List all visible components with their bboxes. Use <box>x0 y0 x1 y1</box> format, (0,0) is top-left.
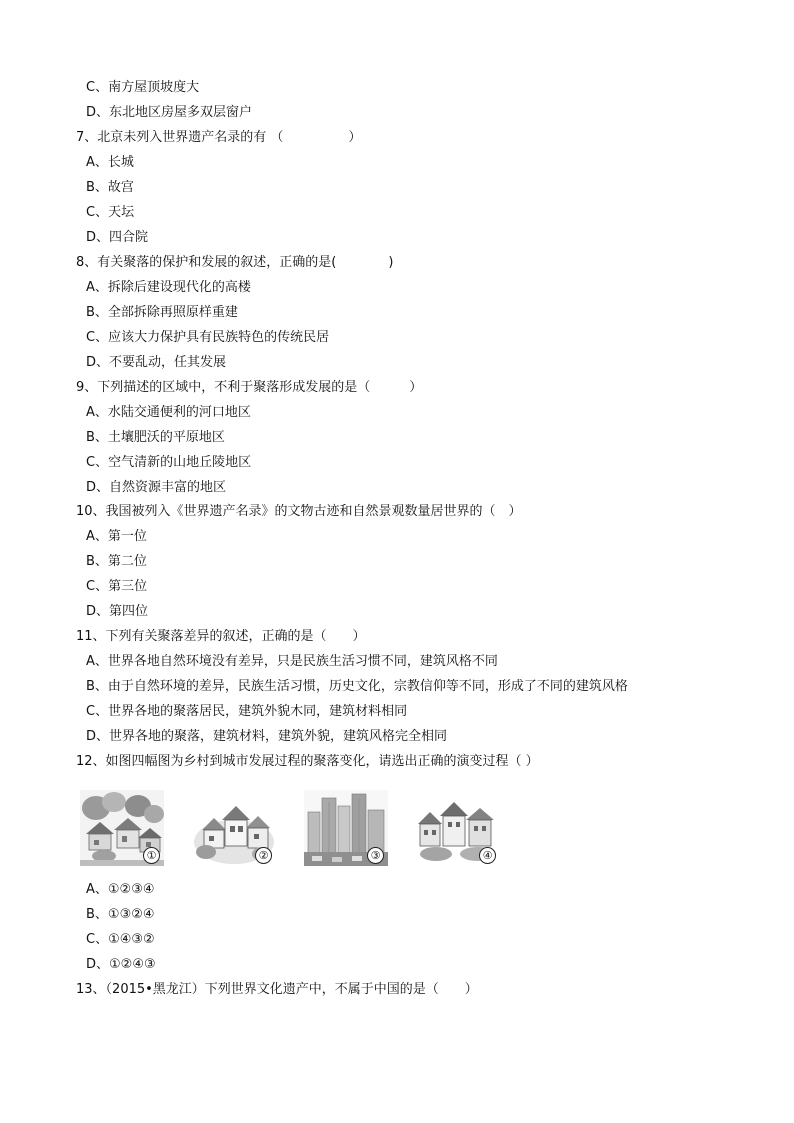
mixed-town-image <box>416 790 500 866</box>
q10-option-d: D、第四位 <box>86 604 149 619</box>
q10-option-a: A、第一位 <box>86 529 147 544</box>
q11-option-c: C、世界各地的聚落居民，建筑外貌木同，建筑材料相同 <box>86 704 408 719</box>
settlement-figure <box>80 790 520 870</box>
q12-option-c: C、①④③② <box>86 932 155 947</box>
q12-option-b: B、①③②④ <box>86 907 155 922</box>
question-9: 9、下列描述的区域中，不利于聚落形成发展的是（ ） <box>76 380 423 395</box>
q7-option-d: D、四合院 <box>86 230 149 245</box>
question-10: 10、我国被列入《世界遗产名录》的文物古迹和自然景观数量居世界的（ ） <box>76 504 522 519</box>
q7-option-c: C、天坛 <box>86 205 135 220</box>
question-13: 13、（2015•黑龙江）下列世界文化遗产中，不属于中国的是（ ） <box>76 982 478 997</box>
figure-label-1: ① <box>143 847 160 864</box>
q8-option-b: B、全部拆除再照原样重建 <box>86 305 238 320</box>
town-image <box>192 790 276 866</box>
q7-option-a: A、长城 <box>86 155 134 170</box>
q7-option-b: B、故宫 <box>86 180 134 195</box>
q12-option-d: D、①②④③ <box>86 957 156 972</box>
q9-option-c: C、空气清新的山地丘陵地区 <box>86 455 252 470</box>
q12-option-a: A、①②③④ <box>86 882 155 897</box>
city-image <box>304 790 388 866</box>
q9-option-b: B、土壤肥沃的平原地区 <box>86 430 225 445</box>
q6-option-d: D、东北地区房屋多双层窗户 <box>86 105 253 120</box>
q11-option-a: A、世界各地自然环境没有差异，只是民族生活习惯不同，建筑风格不同 <box>86 654 498 669</box>
q6-option-c: C、南方屋顶坡度大 <box>86 80 200 95</box>
q10-option-b: B、第二位 <box>86 554 147 569</box>
figure-label-3: ③ <box>367 847 384 864</box>
q10-option-c: C、第三位 <box>86 579 148 594</box>
q11-option-d: D、世界各地的聚落，建筑材料，建筑外貌，建筑风格完全相同 <box>86 729 448 744</box>
question-11: 11、下列有关聚落差异的叙述，正确的是（ ） <box>76 629 366 644</box>
question-8: 8、有关聚落的保护和发展的叙述，正确的是( ) <box>76 255 394 270</box>
q8-option-a: A、拆除后建设现代化的高楼 <box>86 280 251 295</box>
question-12: 12、如图四幅图为乡村到城市发展过程的聚落变化，请选出正确的演变过程（ ） <box>76 754 539 769</box>
q8-option-c: C、应该大力保护具有民族特色的传统民居 <box>86 330 330 345</box>
village-image <box>80 790 164 866</box>
figure-label-2: ② <box>255 847 272 864</box>
q8-option-d: D、不要乱动，任其发展 <box>86 355 227 370</box>
question-7: 7、北京未列入世界遗产名录的有 （ ） <box>76 130 362 145</box>
q9-option-d: D、自然资源丰富的地区 <box>86 480 227 495</box>
q9-option-a: A、水陆交通便利的河口地区 <box>86 405 251 420</box>
figure-label-4: ④ <box>479 847 496 864</box>
q11-option-b: B、由于自然环境的差异，民族生活习惯，历史文化，宗教信仰等不同，形成了不同的建筑风格 <box>86 679 628 694</box>
